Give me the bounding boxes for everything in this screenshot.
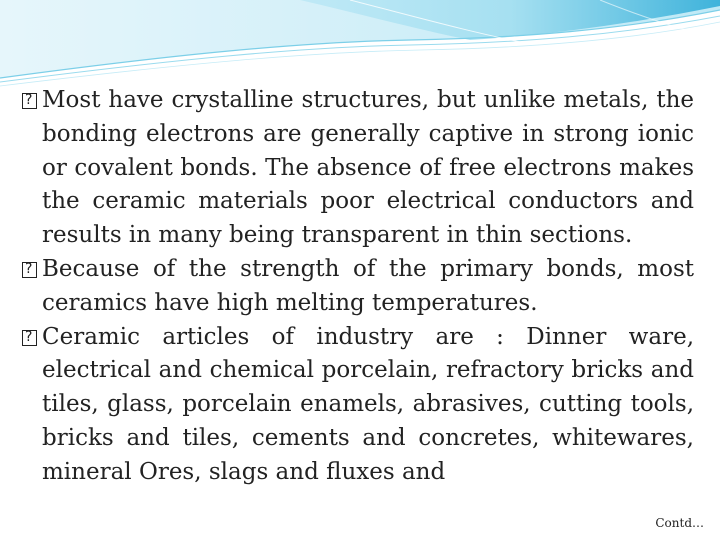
bullet-list	[22, 84, 694, 490]
bullet-marker-icon	[22, 330, 37, 346]
header-wave-decoration	[0, 0, 720, 90]
bullet-text: Ceramic articles of industry are : Dinner ware, electrical and chemical porcelain, refractory bricks and tiles, glass, porcelain enamels, abrasives, cutting tools, bricks and tiles, cements and concretes, whitewares, mineral Ores, slags and fluxes and	[42, 323, 694, 485]
continued-label: Contd…	[655, 516, 704, 530]
bullet-text: Most have crystalline structures, but unlike metals, the bonding electrons are generally captive in strong ionic or covalent bonds. The absence of free electrons makes the ceramic materials poor electrical conductors and results in many being transparent in thin sections.	[42, 87, 694, 249]
bullet-text: Because of the strength of the primary bonds, most ceramics have high melting temperatures.	[42, 255, 694, 316]
bullet-item	[22, 253, 694, 321]
bullet-item	[22, 321, 694, 490]
bullet-marker-icon	[22, 262, 37, 278]
bullet-marker-icon	[22, 93, 37, 109]
bullet-item	[22, 84, 694, 253]
